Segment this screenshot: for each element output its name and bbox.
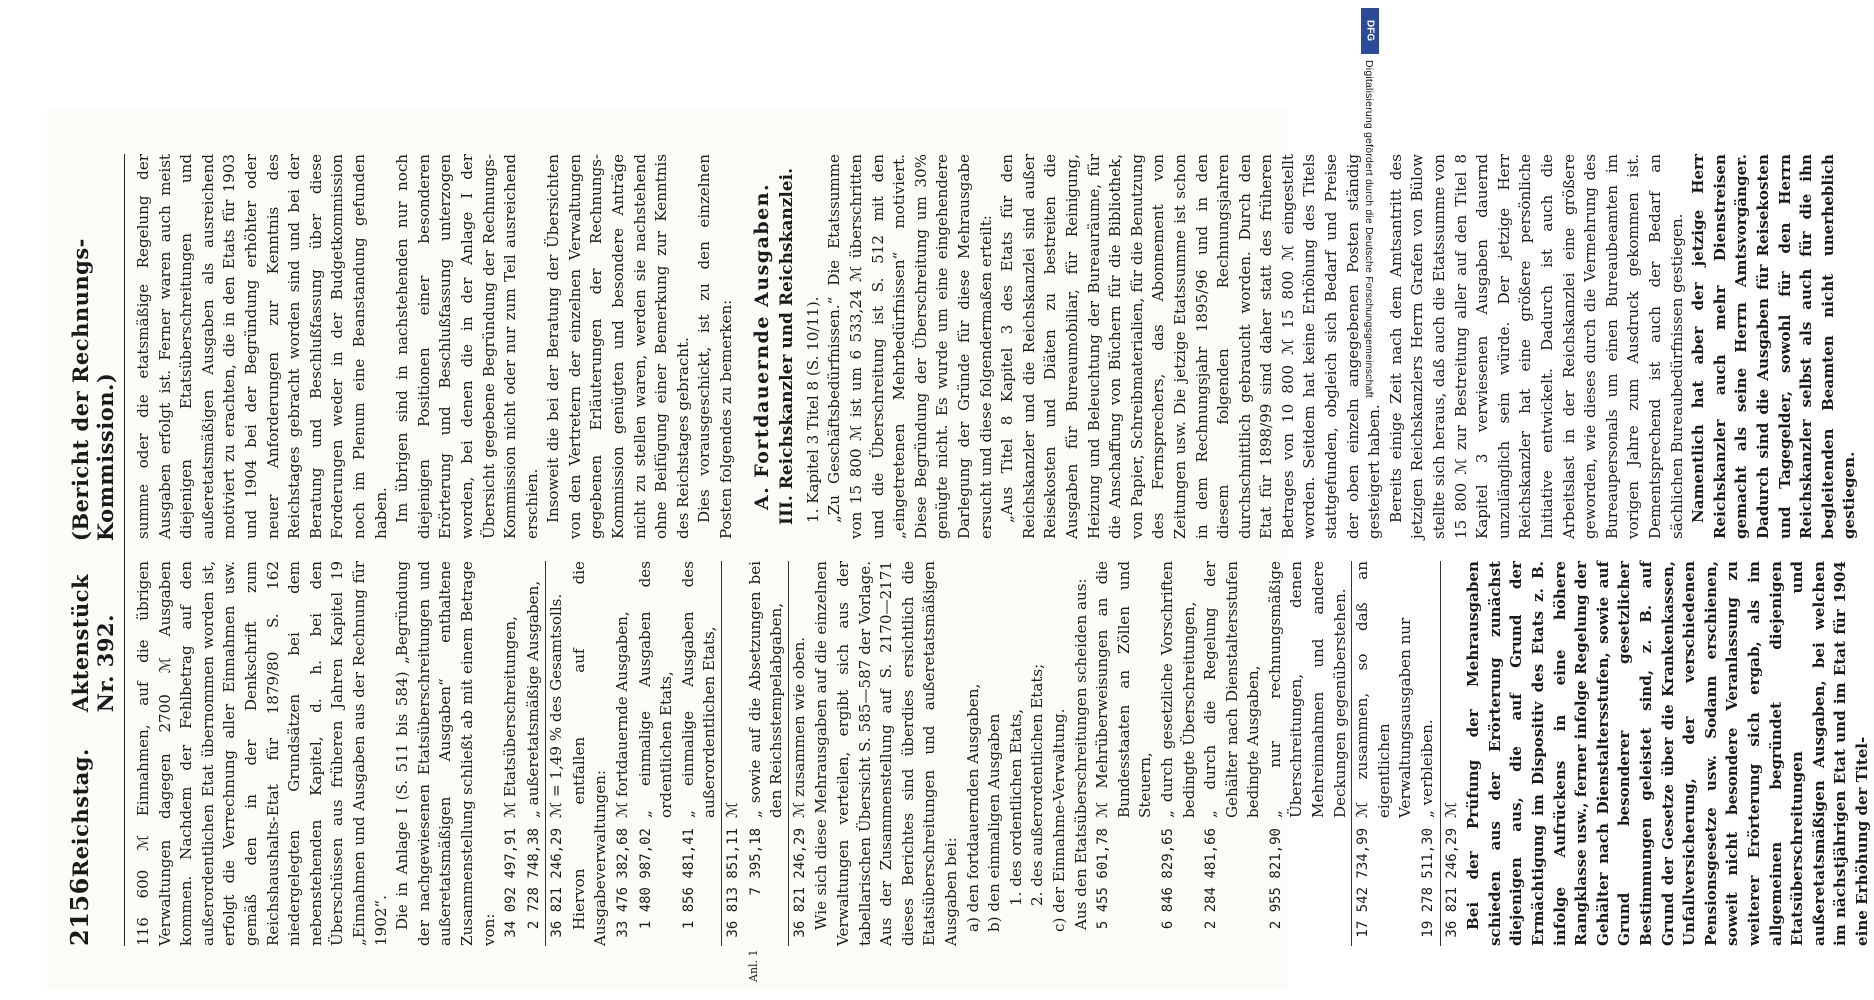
paragraph: „Aus Titel 8 Kapitel 3 des Etats für den Reichskanzler und die Reichskanzlei sind außer Reisekosten und Diäten zu bestreiten die Ausgaben für Bureaumobiliar, für Reinigung, Heizung und Beleuchtung der Bureauräume, für die Anschaffung von Büchern für die Bibliothek, von Papier, Schreibmaterialien, für die Benutzung des Fernsprechers, das Abonnement von Zeitungen usw. Die jetzige Etatssumme ist schon in dem Rechnungsjahr 1895/96 und in den diesem folgenden Rechnungsjahren durchschnittlich gebraucht worden. Durch den Etat für 1898/99 sind daher statt des früheren Betrages von 10 800 ℳ 15 800 ℳ eingestellt worden. Seitdem hat keine Erhöhung des Titels stattgefunden, obgleich sich Bedarf und Preise der oben einzeln angegebenen Posten ständig gesteigert haben.: [998, 154, 1384, 539]
amount-row: [612, 561, 635, 946]
amount-label: ℳ: [723, 801, 742, 818]
paragraph: Insoweit die bei der Beratung der Übersichten von den Vertretern der einzelnen Verwaltungen gegebenen Erläuterungen der Rechnungs-Kommission genügten und besondere Anträge nicht zu stellen waren, werden sie nachstehend ohne Beifügung einer Bemerkung zur Kenntnis des Reichstages gebracht.: [544, 154, 692, 539]
amount-label: „ außeretatsmäßige Ausgaben,: [523, 580, 542, 818]
margin-note: Anl. 1: [747, 949, 760, 982]
amount-label: „ verbleiben.: [1418, 719, 1437, 818]
list-item: 1. des ordentlichen Etats,: [1006, 709, 1025, 906]
left-column: [133, 561, 1874, 946]
list-item: c) der Einnahme-Verwaltung.: [1049, 708, 1068, 932]
paragraph: Hiervon entfallen auf die Ausgabeverwaltungen:: [569, 561, 610, 946]
amount: 6 846 829,65: [1159, 828, 1176, 930]
amount: 1 856 481,41: [680, 828, 697, 930]
amount: 2 284 481,66: [1203, 828, 1220, 930]
sum-row: [545, 561, 569, 946]
amount-row: [1200, 561, 1265, 946]
amount-label: ℳ Mehrüberweisungen an die Bundesstaaten an Zöllen und Steuern,: [1093, 561, 1155, 818]
amount: 2 728 748,38: [525, 828, 542, 930]
amount-label: ℳ zusammen wie oben.: [789, 636, 808, 818]
list-item: b) den einmaligen Ausgaben: [985, 713, 1004, 932]
amount-label: „ nur rechnungsmäßige Überschreitungen, denen Mehreinnahmen und andere Deckungen gegenüberstehen.: [1265, 561, 1349, 818]
amount: 33 476 382,68: [615, 828, 632, 938]
amount-row: [1092, 561, 1157, 946]
paragraph: 116 600 ℳ Einnahmen, auf die übrigen Verwaltungen dagegen 2700 ℳ Ausgaben kommen. Nachdem der Fehlbetrag auf den außerordentlichen Etat übernommen worden ist, erfolgt die Verrechnung aller Einnahmen usw. gemäß den in der Denkschrift zum Reichshaushalts-Etat für 1879/80 S. 162 niedergelegten Grundsätzen bei dem nebenstehenden Kapitel, d. h. bei den Überschüssen aus früheren Jahren Kapitel 19 „Einnahmen und Ausgaben aus der Rechnung für 1902“.: [134, 561, 390, 946]
paragraph: Im übrigen sind in nachstehenden nur noch diejenigen Positionen einer besonderen Erörterung und Beschlußfassung unterzogen worden, bei denen die in der Anlage I der Übersicht gegebene Begründung der Rechnungs-Kommission nicht oder nur zum Teil ausreichend erschien.: [393, 154, 541, 539]
amount: 36 821 246,29: [549, 828, 566, 938]
paragraph: Wie sich diese Mehrausgaben auf die einzelnen Verwaltungen verteilen, ergibt sich aus der tabellarischen Übersicht S. 585—587 der Vorlage. Aus der Zusammenstellung auf S. 2170—2171 dieses Berichtes sind überdies ersichtlich die Etatsüberschreitungen und außeretatsmäßigen Ausgaben bei:: [812, 561, 960, 946]
amount: 36 813 851,11: [725, 828, 742, 938]
amount-row: [523, 561, 546, 946]
page-header: [65, 154, 125, 946]
paragraph: Namentlich hat aber der jetzige Herr Reichskanzler auch mehr Dienstreisen gemacht als seine Herrn Amtsvorgänger. Dadurch sind die Ausgaben für Reisekosten und Tagegelder, sowohl für den Herrn Reichskanzler selbst als auch für die ihn begleitenden Beamten nicht unerheblich gestiegen.: [1689, 154, 1859, 539]
header-left: Reichstag.: [68, 748, 93, 878]
paragraph: Bei der Prüfung der Mehrausgaben schieden aus der Erörterung zunächst diejenigen aus, die auf Grund der Ermächtigung im Dispositiv des Etats z. B. infolge Aufrückens in eine höhere Rangklasse usw., ferner infolge Regelung der Gehälter nach Dienstaltersstufen, sowie auf Grund besonderer gesetzlicher Bestimmungen geleistet sind, z. B. auf Grund der Gesetze über die Krankenkassen, Unfallversicherung, der verschiedenen Pensionsgesetze usw. Sodann erschienen, soweit nicht besondere Veranlassung zu weiterer Erörterung sich ergab, als im allgemeinen begründet diejenigen Etatsüberschreitungen und außeretatsmäßigen Ausgaben, bei welchen im nächstjährigen Etat und im Etat für 1904 eine Erhöhung der Titel-: [1464, 561, 1871, 946]
amount: 2 955 821,90: [1267, 828, 1284, 930]
amount-label: ℳ zusammen, so daß an eigentlichen Verwaltungsausgaben nur: [1353, 561, 1415, 818]
paragraph: Bereits einige Zeit nach dem Amtsantritt des jetzigen Reichskanzlers Herrn Grafen von Bülow stellte sich heraus, daß auch die Etatssumme von 15 800 ℳ zur Bestreitung aller auf den Titel 8 Kapitel 3 verwiesenen Ausgaben dauernd unzulänglich sein würde. Der jetzige Herr Reichskanzler hat eine größere persönliche Initiative entwickelt. Dadurch ist auch die Arbeitslast in der Reichskanzlei eine größere geworden, wie dieses durch die Vermehrung des Bureaupersonals um einen Bureaubeamten im vorigen Jahre zum Ausdruck gekommen ist. Dementsprechend ist auch der Bedarf an sächlichen Bureaubedürfnissen gestiegen.: [1386, 154, 1686, 539]
amount: 17 542 734,99: [1355, 828, 1372, 938]
amount-row: [1265, 561, 1351, 946]
sum-row: [721, 561, 745, 946]
amount-row: [1157, 561, 1200, 946]
section-heading: A. Fortdauernde Ausgaben.: [750, 182, 773, 511]
amount-label: „ durch die Regelung der Gehälter nach Dienstaltersstufen bedingte Ausgaben,: [1201, 561, 1263, 818]
right-column: [133, 154, 1874, 539]
dfg-logo: DFG: [1361, 8, 1379, 54]
amount: 19 278 511,30: [1420, 828, 1437, 938]
amount-label: ℳ Etatsüberschreitungen,: [501, 616, 520, 818]
amount-label: ℳ: [1441, 801, 1460, 818]
list-item: 2. des außerordentlichen Etats;: [1028, 663, 1047, 906]
amount-label: ℳ = 1,49 % des Gesamtsolls.: [547, 593, 566, 818]
sum-row: [788, 561, 812, 946]
list-item: a) den fortdauernden Ausgaben,: [963, 683, 982, 932]
sum-row: [1351, 561, 1417, 946]
amount: 36 821 246,29: [791, 828, 808, 938]
amount-row: [635, 561, 678, 946]
paragraph: summe oder die etatsmäßige Regelung der Ausgaben erfolgt ist. Ferner waren auch meist diejenigen Etatsüberschreitungen und außeretatsmäßigen Ausgaben als ausreichend motiviert zu erachten, die in den Etats für 1903 und 1904 bei der Begründung erhöhter oder neuer Anforderungen zur Kenntnis des Reichstages gebracht worden sind und bei der Beratung und Beschlußfassung über diese Forderungen weder in der Budgetkommission noch im Plenum eine Beanstandung gefunden haben.: [134, 154, 390, 539]
paragraph: Die in Anlage I (S. 511 bis 584) „Begründung der nachgewiesenen Etatsüberschreitungen und außeretatsmäßigen Ausgaben“ enthaltene Zusammenstellung schließt ab mit einem Betrage von:: [393, 561, 498, 946]
category-list: [963, 561, 1071, 946]
amount: 5 455 601,78: [1095, 828, 1112, 930]
paragraph: Aus den Etatsüberschreitungen scheiden aus:: [1071, 578, 1090, 930]
amount-label: „ durch gesetzliche Vorschriften bedingte Überschreitungen,: [1157, 561, 1198, 818]
subsection-heading: III. Reichskanzler und Reichskanzlei.: [777, 168, 798, 525]
amount-row: [500, 561, 523, 946]
amount: 34 092 497,91: [503, 828, 520, 938]
header-center: Aktenstück Nr. 392.: [68, 573, 118, 713]
digitization-credit: Digitalisierung gefördert durch die Deutsche Forschungsgemeinschaft: [1363, 60, 1375, 398]
paragraph: Dies vorausgeschickt, ist zu den einzelnen Posten folgendes zu bemerken:: [695, 154, 736, 539]
amount-label: „ einmalige Ausgaben des außerordentlichen Etats,: [678, 561, 719, 818]
amount: 7 395,18: [747, 828, 764, 896]
item-heading: 1. Kapitel 3 Titel 8 (S. 10/11).: [803, 296, 822, 523]
amount: 1 480 987,02: [637, 828, 654, 930]
amount-label: „ sowie auf die Absetzungen bei den Reichsstempelabgaben,: [745, 561, 786, 818]
amount-label: ℳ fortdauernde Ausgaben,: [613, 611, 632, 818]
amount: 36 821 246,29: [1443, 828, 1460, 938]
amount-label: „ einmalige Ausgaben des ordentlichen Etats,: [635, 561, 676, 818]
sum-row: [1440, 561, 1464, 946]
header-right: (Bericht der Rechnungs-Kommission.): [68, 238, 118, 542]
amount-row: [745, 561, 788, 946]
paragraph: „Zu Geschäftsbedürfnissen.“ Die Etatssumme von 15 800 ℳ ist um 6 533,24 ℳ überschritten und die Überschreitung ist S. 512 mit den „eingetretenen Mehrbedürfnissen“ motiviert. Diese Begründung der Überschreitung um 30% genügte nicht. Es wurde um eine eingehendere Darlegung der Gründe für diese Mehrausgabe ersucht und diese folgendermaßen erteilt:: [825, 154, 995, 539]
page-number: 2156: [65, 877, 94, 946]
amount-row: [1417, 561, 1440, 946]
amount-row: [678, 561, 721, 946]
